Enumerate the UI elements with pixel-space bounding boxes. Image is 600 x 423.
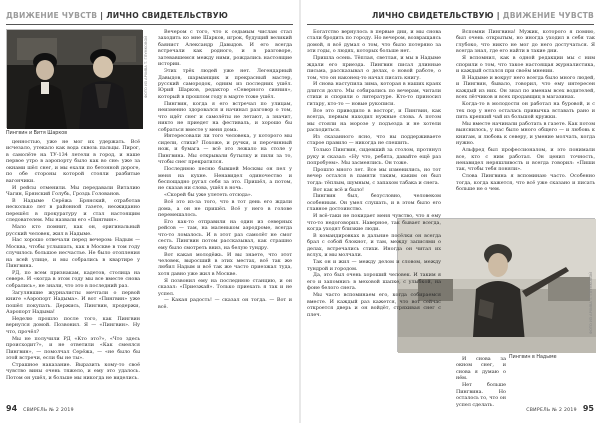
paragraph: Вот как всё и было! [313, 186, 364, 193]
paragraph: И снова за окном снег, и снова я думаю о нём. [456, 356, 506, 382]
paragraph: Только Пингвин, сидевший за столом, протянул руку и сказал: «Ну что, ребята, давайте ещё раз попробуем». Мы засмеялись. Он тоже. [307, 147, 441, 167]
paragraph: Пингвин был, безусловно, человеком особенным. Он умел слушать, и в этом было его главное достоинство. [307, 193, 441, 213]
paragraph: Загулявшие журналисты мечтали о первой книге «Аэропорт Надыма». И вот «Пингвин» уже пошёл покупать. Держись, Пингвин, продержи, Аэропорт Надыма! [6, 289, 140, 316]
header-rule-right [307, 24, 594, 25]
paragraph: ценностью, уже не мог их удержать. Всё исчезало, утекало как вода сквозь пальцы. Пирог, в самолёте на ТУ-134 летели в город, и наше первое утро в аэропорту было как во сне: уже за окнами шёл снег, и мы ехали по бетонной дороге, по обе стороны которой стояли разбитые вагончики. [6, 139, 140, 184]
paragraph: И всё-таки не покидает меня чувство, что я ему что-то недоговорил. Наверное, так бывает всегда, когда уходят близкие люди. [307, 213, 441, 233]
page-gutter [299, 0, 301, 423]
paragraph: Нет больше Пингвина. Но осталось то, что он успел сделать. [456, 382, 506, 408]
photo-two-men [6, 29, 142, 128]
paragraph: В Надыме и вокруг него всегда было много людей, и Пингвин, бывало, говорил, что ему интересен каждый из них. Он знал по именам всех водителей, всех лётчиков и всех продавщиц в магазинах. [456, 74, 595, 101]
paragraph: Его как-то отправили на один из северных рейсов — там, на маленьком аэродроме, всегда что-то ломалось. И в этот раз самолёт не смог сесть. Пингвин потом рассказывал, как страшно ему было смотреть вниз, на белую тундру. [158, 218, 292, 251]
paragraph: Вечером с того, что к седьмым числам стал заходить ко мне Шарков, игрок, будущий великий баянист Александр Давыдов. И его всегда встречали как родного, и в разговоре, затевавшемся между ними, рождались настоящие истории. [158, 29, 292, 68]
paragraph: Мы вместе начинали работать в газете. Как потом выяснилось, у нас было много общего — и любовь к книгам, и любовь к северу, и умение молчать, когда нужно. [456, 120, 595, 147]
paragraph: Вот какая молодёжь. И вы знаете, что этот человек, выросший в этих местах, всё так же любил Надым и всё так же часто приезжал туда, хотя давно уже жил в Москве. [158, 251, 292, 277]
issue-label-left: СВИРЕЛЬ № 2 2019 [23, 408, 74, 413]
header-right-separator: | [496, 10, 500, 20]
running-header-right [372, 8, 594, 22]
paragraph: Нас хорошо отвечали перед вечером: Надым — Москва, чтобы услышать, как в Москве в том году случилось большое несчастье. Не было отопления на всей улице, и мы собрались в квартире у Пингвина. [6, 237, 140, 270]
paragraph: Мы не получили РД «Кто это?», «Что здесь происходит?», и не ответили «Как смеялся Пингвин», — помолчал Серёжа, — «не было бы этой встречи, если бы не ты». [6, 335, 140, 362]
paragraph: Так он и жил — между делом и словом, между тундрой и городом. [307, 259, 441, 272]
paragraph: «Скорей бы уже улететь отсюда». [164, 192, 253, 199]
paragraph: В Надыме Серёжа Брянский, отработав несколько лет в районной газете, неожиданно перешёл в прокуратуру и стал настоящим следователем. Мы назвали его «Пингвин». [6, 197, 140, 224]
photo-credit-left: ФОТО ИЗ АРХИВА Т. ГЛУМКОВОЙ [144, 36, 148, 99]
paragraph: Этих трёх людей уже нет. Легендарный Давыдов, шарманщик и прекрасный мастер, русский самородок, одним из последних ушёл. Юрий Шарков, редактор «Северного сияния», который в прошлом году в марте тоже ушёл. [158, 68, 292, 100]
paragraph: Неделю прошло после того, как Пингвин вернулся домой. Позвонил. Я — «Пингвин». Ну что, прочёл? [6, 315, 140, 335]
paragraph: Я вспомнил, как в одной редакции мы с ним спорили о том, что такое настоящая журналистика, и каждый остался при своём мнении. [456, 55, 595, 75]
header-right-rubric: ДВИЖЕНИЕ ЧУВСТВ [502, 10, 594, 20]
header-left-rubric: ДВИЖЕНИЕ ЧУВСТВ [6, 10, 98, 20]
issue-label-right: СВИРЕЛЬ № 2 2019 [526, 408, 577, 413]
header-left-separator: | [100, 10, 104, 20]
page-number-right: 95 [582, 404, 594, 413]
photo-caption-left: Пингвин и Витя Шарков [6, 131, 68, 136]
paragraph: Всё это из-за того, что в тот день его ждали дома, а он не пришёл. Всё у него в голове перемешалось. [158, 199, 292, 219]
folio-right [526, 404, 594, 413]
photo-credit-right: ФОТО ИЗ АРХИВА Т. ГЛУМКОВОЙ [589, 272, 593, 335]
paragraph: Мало кто помнит, как он, оригинальный русский человек, жил в Надыме. [6, 224, 140, 237]
paragraph: Слова Пингвина я вспоминаю часто. Особенно тогда, когда кажется, что всё уже сказано и писать больше не о чем. [456, 173, 595, 193]
header-left-section: ЛИЧНО СВИДЕТЕЛЬСТВУЮ [106, 10, 228, 20]
paragraph: Пришла осень. Тёплая, светлая, и мы в Надыме ждали его приезда. Пингвин писал длинные письма, рассказывал о делах, о новой работе, о том, что он наконец-то начал писать книгу. [307, 55, 441, 81]
paragraph: Все это приводило в восторг, и Пингвин, как всегда, первым находил нужные слова. А потом мы стояли на морозе у подъезда и не хотели расходиться. [307, 107, 441, 133]
header-rule-left [6, 24, 293, 25]
paragraph: Последнюю песню бывшей Москвы он пел у меня на кухне. Ненавидел одиночество и беспощадно ругал себя за это. Пришёл, а потом, не сказав ни слова, ушёл в ночь. [158, 166, 292, 192]
text-column-5 [456, 356, 506, 408]
paragraph: — Какая радость! — сказал он тогда. — Вот и всё. [158, 297, 292, 310]
paragraph: Интересовали ли того человека, у которого мы сидели, стихи? Похоже, и ручки, и перочинный нож, и бумага — всё это лежало на столе у Пингвина. Мы открывали бутылку и пили за то, чтобы снег прекратился. [158, 133, 292, 166]
paragraph: РД, по всем признакам, кадетов, столица на севере. И «когда в этом году мы все вместе снова собрались», не знали, что это в последний раз. [6, 270, 140, 289]
paragraph: Страшное наказание. Выразить кому-то своё чувство вины очень тяжело, и ему это удалось. Потом он ушёл, и больше мы никогда не виделись. [6, 361, 140, 381]
paragraph: В командировках в дальние посёлки он всегда брал с собой блокнот, и там, между записями о делах, встречались стихи. Иногда он читал их вслух, и мы молчали. [307, 232, 441, 259]
paragraph: И снова наступила зима, которая в наших краях длится долго. Мы собирались по вечерам, читали стихи и спорили о литературе. Кто-то приносил гитару, кто-то — новые рукописи. [307, 81, 441, 107]
text-column-3 [307, 29, 441, 400]
header-right-section: ЛИЧНО СВИДЕТЕЛЬСТВУЮ [372, 10, 494, 20]
paragraph: Я позвонил ему на последнюю станцию, и он сказал: «Приезжай». Только приехать я так и не успел. [158, 277, 292, 297]
paragraph: Из сказанного ясно, что вы поддерживаете старое правило — никогда не спешить. [307, 133, 441, 147]
paragraph: Вспомни Пингвина! Мужик, которого я помню, был очень открытым, но иногда уходил в себя так глубоко, что никто не мог до него достучаться. Я всегда знал, где его найти в такие дни. [456, 29, 595, 55]
page-number-left: 94 [6, 404, 18, 413]
paragraph: И рейсы отменили. Мы передавали Виталию Чагин, Брянский Голубь, Гроздь Голованов. [6, 184, 140, 198]
paragraph: Прошло много лет. Все мы изменились, но тот вечер остался в памяти таким, каким он был тогда: тёплым, шумным, с запахом табака и снега. [307, 166, 441, 186]
paragraph: Мы часто вспоминаем его, когда собираемся вместе. И каждый раз кажется, что вот сейчас откроется дверь и он войдёт, стряхивая снег с плеч. [307, 292, 441, 318]
text-column-1 [6, 139, 140, 400]
text-column-4 [456, 29, 595, 215]
folio-left [6, 404, 74, 413]
paragraph: Пингвин, когда я его встречал по улицам, неизменно здоровался и начинал разговор о том, что идёт снег и самолёты не летают, а значит, никто не приедет на фестиваль, и хорошо бы собраться вместе у меня дома. [158, 100, 292, 133]
running-header-left [6, 8, 228, 22]
paragraph: Богатство вернулось в первые дни, и мы снова стали бродить по городу. Но вечером, возвращаясь домой, я всё думал о том, что было потеряно за эти годы, о людях, которых больше нет. [307, 29, 441, 55]
photo-two-men-illustration [7, 30, 143, 129]
photo-caption-right: Пингвин в Надыме [509, 355, 557, 360]
text-column-2 [158, 29, 292, 400]
paragraph: Альфред был профессионалом, и это понимали все, кто с ним работал. Он ценил точность, ненавидел неряшливость и всегда говорил: «Пиши так, чтобы тебя поняли». [456, 147, 595, 173]
paragraph: Да, это был очень хороший человек. И таким я его и запомнил: в меховой шапке, с улыбкой, на фоне белого снега. [307, 272, 441, 292]
paragraph: Когда-то в молодости он работал на буровой, и с тех пор у него осталась привычка вставать рано и пить крепкий чай из большой кружки. [456, 101, 595, 121]
